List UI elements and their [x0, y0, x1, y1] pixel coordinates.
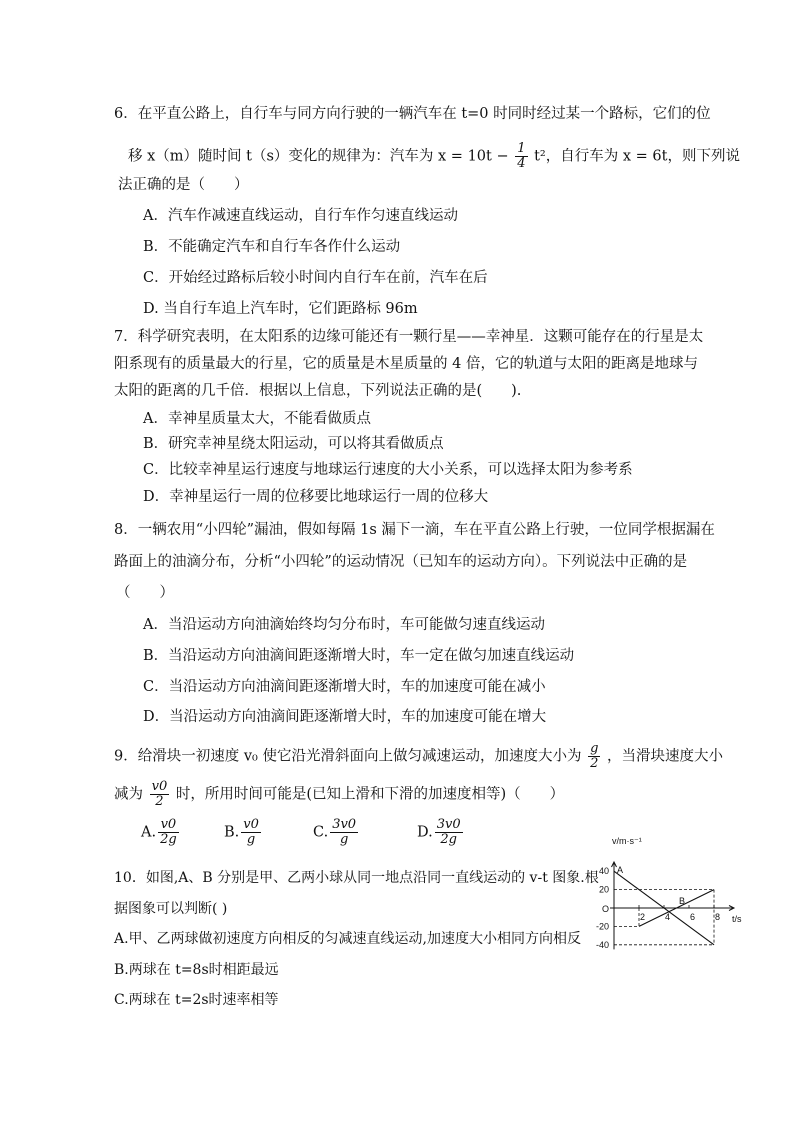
q8-option-c: C．当沿运动方向油滴间距逐渐增大时，车的加速度可能在减小 [143, 679, 546, 695]
q9-option-a-den: 2g [160, 832, 177, 847]
x-tick-label-3: 8 [715, 912, 721, 922]
q6-line3: 法正确的是（ ） [118, 177, 249, 193]
q9-frac-g2 [588, 742, 600, 771]
q7-line1: 7．科学研究表明，在太阳系的边缘可能还有一颗行星——幸神星．这颗可能存在的行星是太 [114, 329, 704, 345]
q10-line1: 10．如图,A、B 分别是甲、乙两小球从同一地点沿同一直线运动的 v-t 图象.根 [114, 870, 599, 886]
q9-line2 [114, 780, 564, 809]
origin-label: O [602, 904, 610, 914]
q9-frac-v02-num: v0 [151, 779, 168, 794]
q8-option-a: A．当沿运动方向油滴始终均匀分布时，车可能做匀速直线运动 [143, 617, 545, 633]
q6-option-d: D. 当自行车追上汽车时，它们距路标 96m [143, 301, 418, 317]
q9-option-b [224, 818, 263, 847]
q9-frac-v02 [150, 780, 170, 809]
q9-option-a-num: v0 [158, 818, 179, 833]
q7-option-a: A．幸神星质量太大，不能看做质点 [143, 411, 371, 427]
q10-option-b: B.两球在 t=8s时相距最远 [114, 962, 279, 978]
q9-option-c-den: g [339, 832, 349, 847]
q9-line2-b: 时，所用时间可能是(已知上滑和下滑的加速度相等)（ ） [175, 786, 565, 803]
q6-line1: 6．在平直公路上，自行车与同方向行驶的一辆汽车在 t=0 时同时经过某一个路标，它们的位 [114, 106, 711, 122]
x-axis-label: t/s [732, 914, 742, 924]
q6-line2-a: 移 x（m）随时间 t（s）变化的规律为：汽车为 x = 10t − [128, 148, 509, 165]
q9-option-c-label: C. [313, 824, 329, 841]
q6-fraction [515, 142, 527, 171]
q7-option-c: C．比较幸神星运行速度与地球运行速度的大小关系，可以选择太阳为参考系 [143, 462, 633, 478]
x-tick-label-2: 6 [690, 912, 696, 922]
q7-option-b: B．研究幸神星绕太阳运动，可以将其看做质点 [143, 436, 444, 452]
q6-frac-den: 4 [517, 156, 526, 171]
q8-option-b: B．当沿运动方向油滴间距逐渐增大时，车一定在做匀加速直线运动 [143, 648, 575, 664]
q6-frac-num: 1 [517, 141, 526, 156]
q9-option-c [313, 818, 360, 847]
q7-option-d: D．幸神星运行一周的位移要比地球运行一周的位移大 [143, 489, 489, 505]
q9-option-a-frac [158, 818, 179, 847]
q9-option-b-label: B. [224, 824, 240, 841]
q6-option-b: B．不能确定汽车和自行车各作什么运动 [143, 239, 401, 255]
q10-option-c: C.两球在 t=2s时速率相等 [114, 992, 279, 1008]
q7-line3: 太阳的距离的几千倍．根据以上信息，下列说法正确的是( ). [114, 383, 522, 399]
q8-option-d: D．当沿运动方向油滴间距逐渐增大时，车的加速度可能在增大 [143, 709, 547, 725]
q6-line2-b: t²，自行车为 x = 6t，则下列说 [534, 148, 740, 165]
q9-option-d-label: D. [417, 824, 433, 841]
q9-option-c-frac [330, 818, 358, 847]
q8-line3: （ ） [116, 585, 174, 601]
q10-option-a: A.甲、乙两球做初速度方向相反的匀减速直线运动,加速度大小相同方向相反 [114, 931, 582, 947]
x-tick-label-0: 2 [640, 912, 646, 922]
series-label-B: B [679, 896, 686, 906]
q9-line2-a: 减为 [114, 786, 143, 803]
q9-option-a [141, 818, 181, 847]
q10-line2: 据图象可以判断( ) [114, 901, 228, 917]
q9-frac-g2-den: 2 [590, 756, 599, 771]
q9-option-d-den: 2g [440, 832, 457, 847]
q9-option-c-num: 3v0 [332, 817, 357, 832]
q6-line2 [128, 142, 740, 171]
q9-option-b-frac [241, 818, 261, 847]
q9-frac-g2-num: g [590, 741, 599, 756]
q9-line1-a: 9．给滑块一初速度 v₀ 使它沿光滑斜面向上做匀减速运动，加速度大小为 [114, 748, 582, 765]
q9-frac-v02-den: 2 [155, 794, 164, 809]
x-tick-label-1: 4 [665, 912, 671, 922]
q9-option-d [417, 818, 465, 847]
q9-option-d-frac [435, 818, 463, 847]
q9-option-a-label: A. [141, 824, 157, 841]
q9-option-b-num: v0 [243, 817, 259, 832]
vt-graph [592, 836, 742, 961]
q6-option-a: A．汽车作减速直线运动，自行车作匀速直线运动 [143, 208, 458, 224]
q9-option-b-den: g [246, 832, 256, 847]
q9-line1-b: ，当滑块速度大小 [607, 748, 723, 765]
q6-option-c: C．开始经过路标后较小时间内自行车在前，汽车在后 [143, 270, 488, 286]
series-label-A: A [617, 865, 624, 876]
y-tick-label-3: -40 [595, 939, 609, 950]
q8-line1: 8．一辆农用“小四轮”漏油，假如每隔 1s 漏下一滴，车在平直公路上行驶，一位同学根据漏在 [114, 522, 715, 538]
q8-line2: 路面上的油滴分布，分析“小四轮”的运动情况（已知车的运动方向）。下列说法中正确的是 [114, 554, 688, 570]
q9-option-d-num: 3v0 [436, 817, 461, 832]
y-axis-label: v/m·s⁻¹ [612, 836, 642, 846]
q9-line1 [114, 742, 723, 771]
q7-line2: 阳系现有的质量最大的行星，它的质量是木星质量的 4 倍，它的轨道与太阳的距离是地球与 [114, 356, 698, 372]
y-tick-label-0: 40 [598, 866, 609, 877]
y-tick-label-2: -20 [595, 921, 609, 932]
y-tick-label-1: 20 [598, 884, 609, 895]
